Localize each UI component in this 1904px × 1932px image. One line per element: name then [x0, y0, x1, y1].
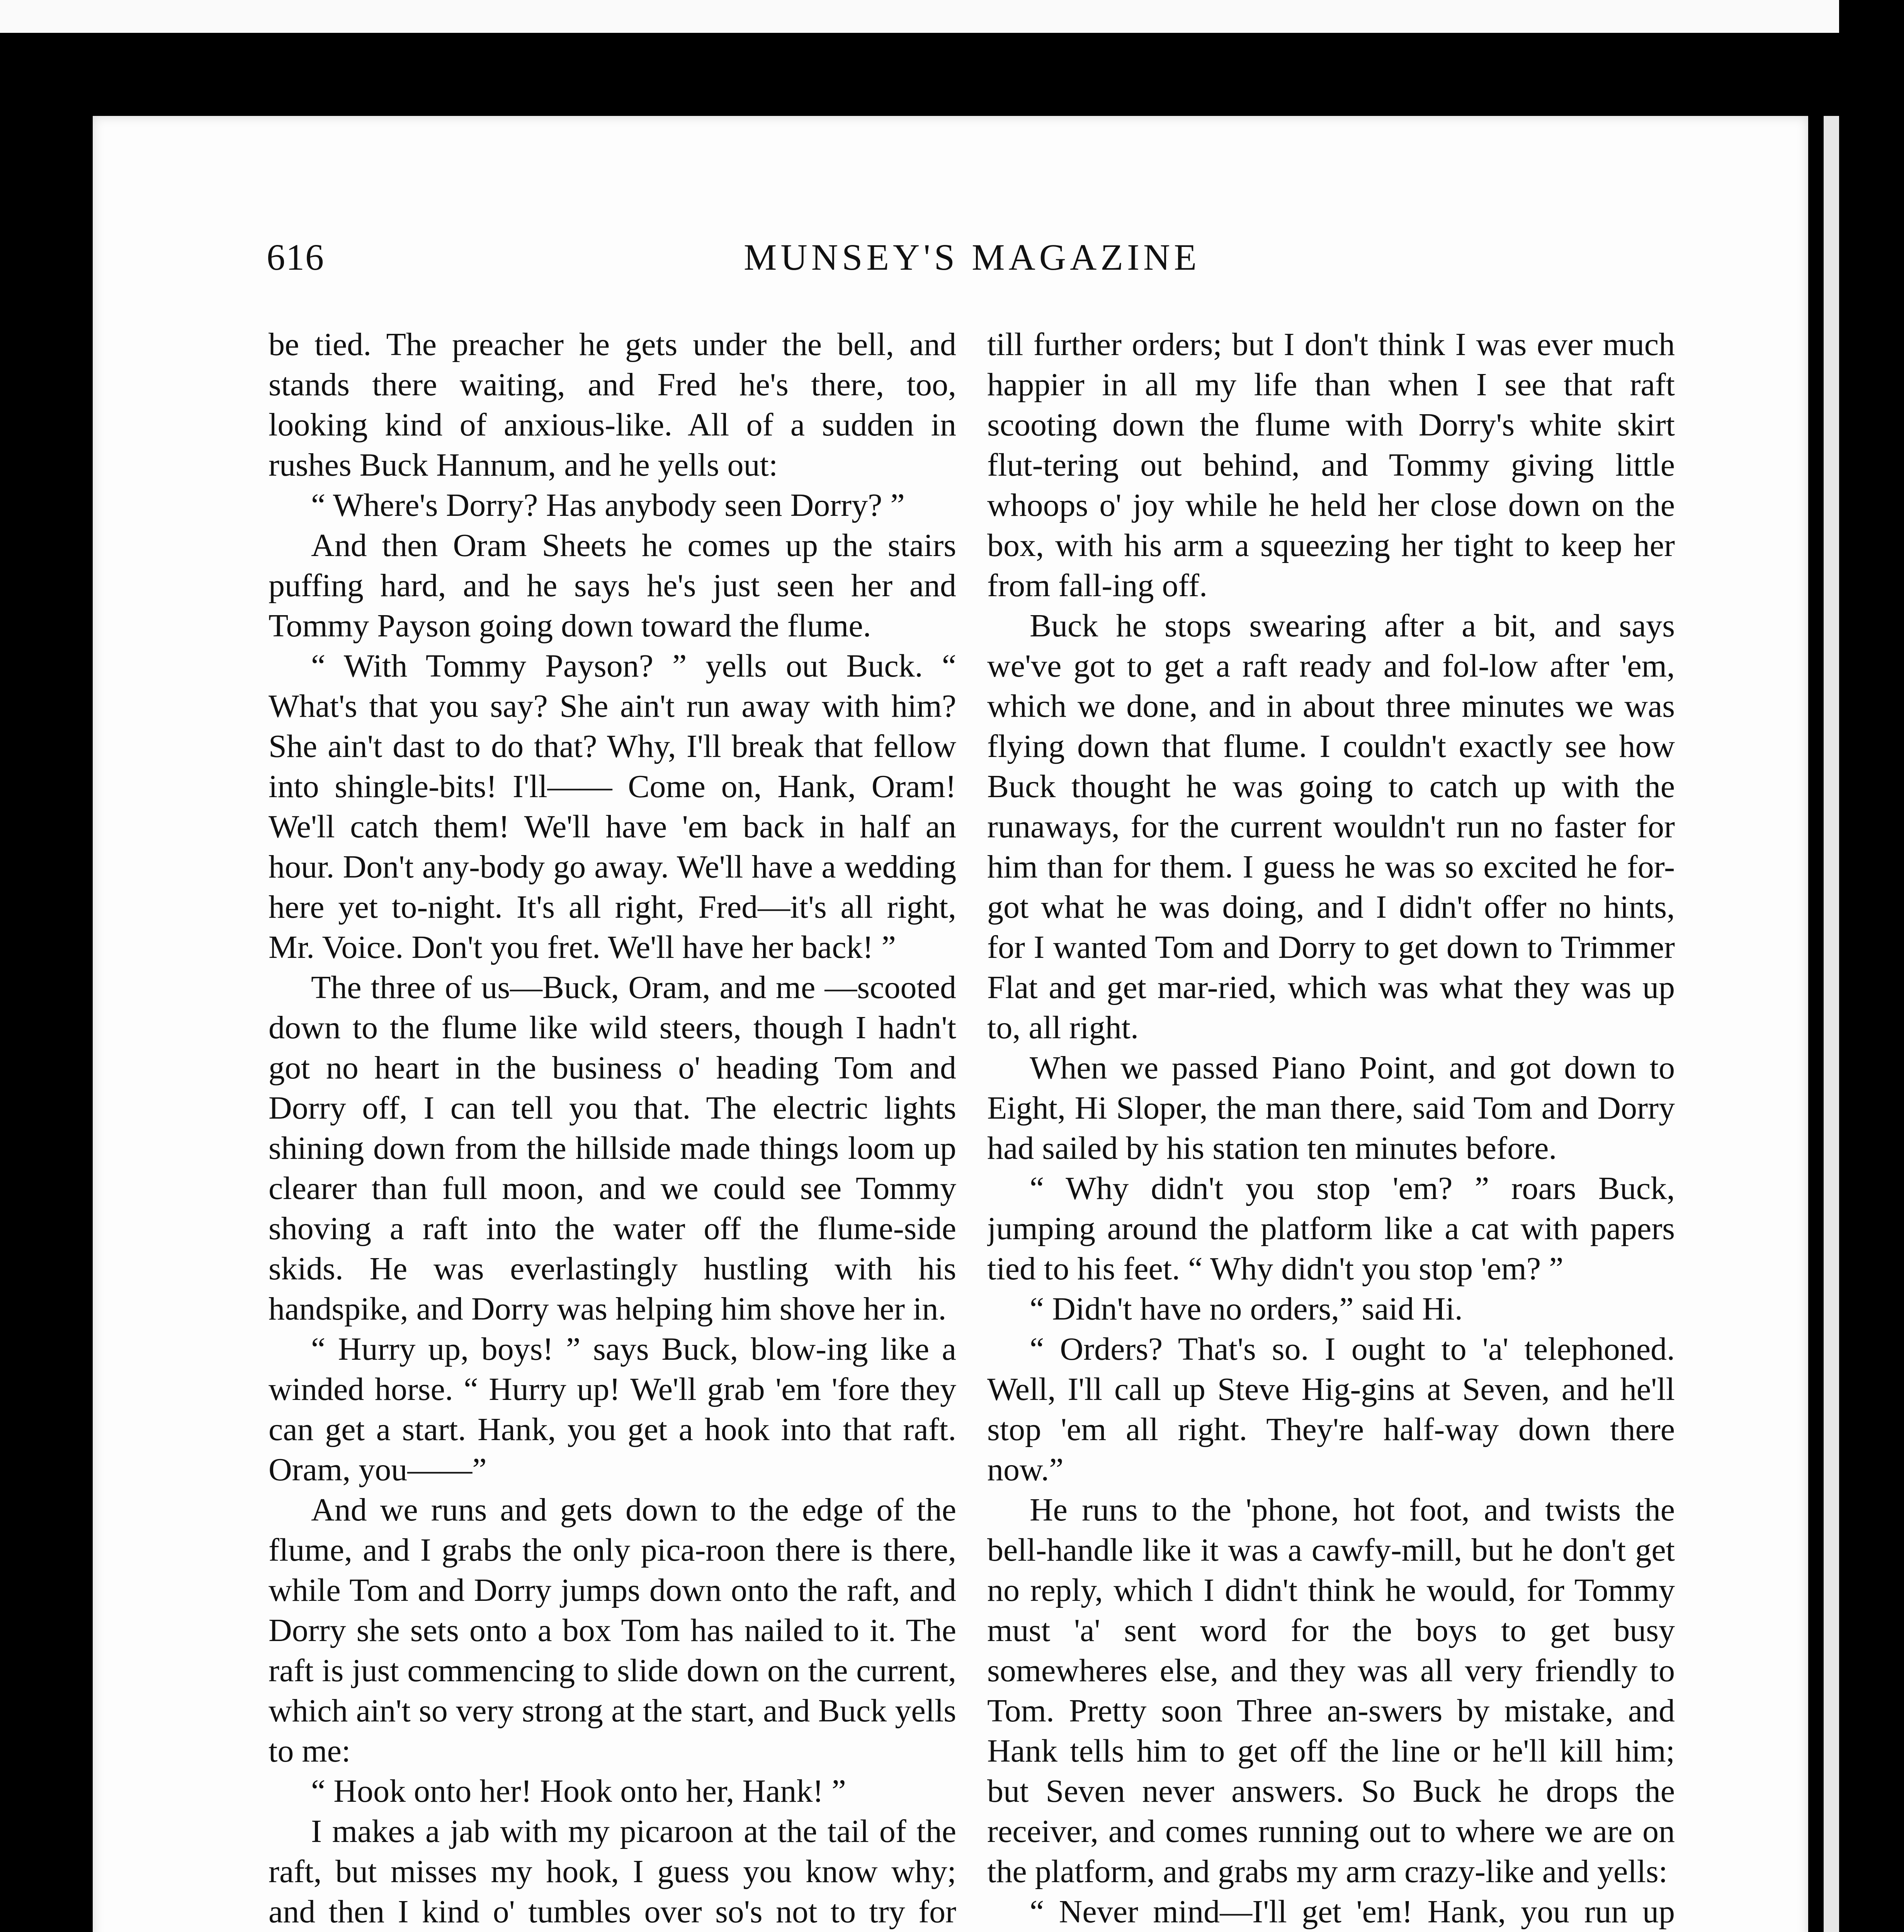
paragraph: I makes a jab with my picaroon at the tail of the raft, but misses my hook, I guess you know why; and then I kind o' tumbles over so's not to try for — [269, 1813, 956, 1930]
paragraph: He runs to the 'phone, hot foot, and twists the bell-handle like it was a cawfy-mill, but he don't get no reply, which I didn't think he would, for Tommy must 'a' sent word for the boys to get busy somewheres else, and they was all very friendly to Tom. Pretty soon Three an-swers by mistake, and Hank tells him to get off the line or he'll kill him; but Seven never answers. So Buck he drops the receiver, and comes running out to where we are on the platform, and grabs my arm crazy-like and yells: — [987, 1492, 1675, 1889]
paragraph: The three of us—Buck, Oram, and me —scooted down to the flume like wild steers, though I hadn't got no heart in the business o' heading Tom and Dorry off, I can tell you that. The electric lights shining down from the hillside made things loom up clearer than full moon, and we could see Tommy shoving a raft into the water off the flume-side skids. He was everlastingly hustling with his handspike, and Dorry was helping him shove her in. — [269, 969, 956, 1327]
page-header — [267, 236, 1580, 294]
paragraph: And we runs and gets down to the edge of the flume, and I grabs the only pica-roon there is there, while Tom and Dorry jumps down onto the raft, and Dorry she sets onto a box Tom has nailed to it. The raft is just commencing to slide down on the current, which ain't so very strong at the start, and Buck yells to me: — [269, 1492, 956, 1769]
paragraph: “ With Tommy Payson? ” yells out Buck. “ What's that you say? She ain't run away with him? She ain't dast to do that? Why, I'll break that fellow into shingle-bits! I'll—— Come on, Hank, Oram! We'll catch them! We'll have 'em back in half an hour. Don't any-body go away. We'll have a wedding here yet to-night. It's all right, Fred—it's all right, Mr. Voice. Don't you fret. We'll have her back! ” — [269, 648, 956, 965]
paragraph: “ Why didn't you stop 'em? ” roars Buck, jumping around the platform like a cat with papers tied to his feet. “ Why didn't you stop 'em? ” — [987, 1170, 1675, 1287]
page-number: 616 — [267, 236, 325, 278]
paragraph: “ Hurry up, boys! ” says Buck, blow-ing like a winded horse. “ Hurry up! We'll grab 'em 'fore they can get a start. Hank, you get a hook into that raft. Oram, you——” — [269, 1331, 956, 1488]
page-binding-edge — [1824, 116, 1839, 1932]
paragraph: till further orders; but I don't think I was ever much happier in all my life than when I see that raft scooting down the flume with Dorry's white skirt flut-tering out behind, and Tommy giving little whoops o' joy while he held her close down on the box, with his arm a squeezing her tight to keep her from fall-ing off. — [987, 327, 1675, 604]
paragraph: “ Orders? That's so. I ought to 'a' telephoned. Well, I'll call up Steve Hig-gins at Seven, and he'll stop 'em all right. They're half-way down there now.” — [987, 1331, 1675, 1488]
running-head: MUNSEY'S MAGAZINE — [744, 236, 1200, 278]
paragraph: And then Oram Sheets he comes up the stairs puffing hard, and he says he's just seen her and Tommy Payson going down toward the flume. — [269, 527, 956, 644]
left-column — [269, 325, 956, 1932]
paragraph: Buck he stops swearing after a bit, and says we've got to get a raft ready and fol-low after 'em, which we done, and in about three minutes we was flying down that flume. I couldn't exactly see how Buck thought he was going to catch up with the runaways, for the current wouldn't run no faster for him than for them. I guess he was so excited he for-got what he was doing, and I didn't offer no hints, for I wanted Tom and Dorry to get down to Trimmer Flat and get mar-ried, which was what they was up to, all right. — [987, 608, 1675, 1046]
right-column — [987, 325, 1675, 1932]
paragraph: “ Hook onto her! Hook onto her, Hank! ” — [311, 1773, 846, 1809]
paragraph: “ Never mind—I'll get 'em! Hank, you run up — [1030, 1894, 1675, 1930]
paragraph: When we passed Piano Point, and got down to Eight, Hi Sloper, the man there, said Tom and Dorry had sailed by his station ten minutes before. — [987, 1050, 1675, 1166]
paragraph: be tied. The preacher he gets under the bell, and stands there waiting, and Fred he's there, too, looking kind of anxious-like. All of a sudden in rushes Buck Hannum, and he yells out: — [269, 327, 956, 483]
paragraph: “ Didn't have no orders,” said Hi. — [1030, 1291, 1463, 1327]
paragraph: “ Where's Dorry? Has anybody seen Dorry? ” — [311, 487, 905, 523]
previous-page-edge — [0, 0, 1839, 33]
